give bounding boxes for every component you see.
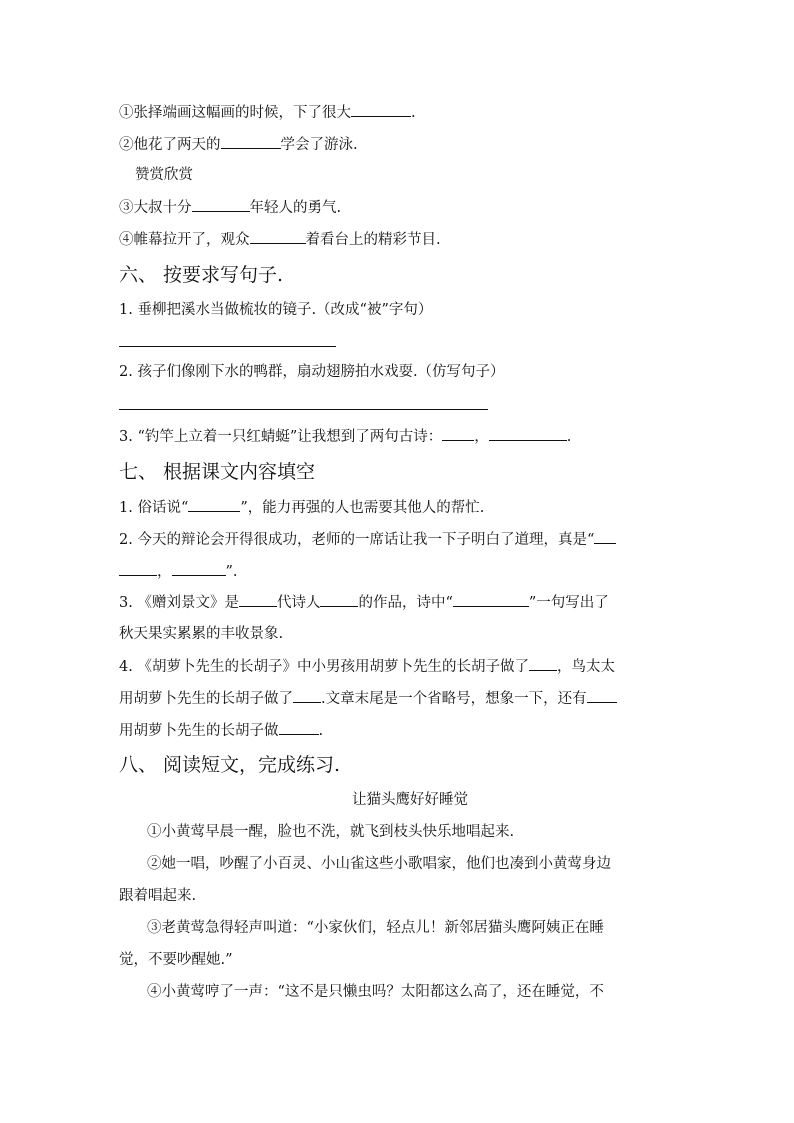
section-6-heading: 六、 按要求写句子. bbox=[119, 264, 284, 286]
section-7-item-3-line-2: 秋天果实累累的丰收景象. bbox=[119, 626, 284, 642]
answer-blank[interactable] bbox=[351, 102, 411, 117]
passage-paragraph-1: ①小黄莺早晨一醒，脸也不洗，就飞到枝头快乐地唱起来. bbox=[147, 824, 515, 840]
section-7-item-2-line-2: ， ”. bbox=[119, 561, 238, 582]
answer-blank[interactable] bbox=[192, 197, 250, 212]
passage-paragraph-3: ③老黄莺急得轻声叫道：“小家伙们，轻点儿！新邻居猫头鹰阿姨正在睡 bbox=[147, 920, 604, 936]
answer-blank[interactable] bbox=[279, 720, 319, 735]
answer-blank[interactable] bbox=[587, 688, 617, 703]
section-7-item-4-line-2: 用胡萝卜先生的长胡子做了 .文章末尾是一个省略号，想象一下，还有 bbox=[119, 688, 617, 709]
section-7-heading: 七、 根据课文内容填空 bbox=[119, 461, 316, 483]
section-6-item-2: 2. 孩子们像刚下水的鸭群，扇动翅膀拍水戏耍.（仿写句子） bbox=[119, 364, 505, 380]
answer-blank[interactable] bbox=[293, 688, 321, 703]
answer-blank[interactable] bbox=[442, 426, 474, 441]
answer-blank[interactable] bbox=[221, 134, 281, 149]
question-2: ②他花了两天的 学会了游泳. bbox=[119, 134, 358, 155]
question-3: ③大叔十分 年轻人的勇气. bbox=[119, 197, 341, 218]
question-4: ④帷幕拉开了，观众 着看台上的精彩节目. bbox=[119, 229, 441, 250]
answer-blank[interactable] bbox=[250, 229, 306, 244]
answer-blank[interactable] bbox=[188, 497, 240, 512]
answer-blank[interactable] bbox=[489, 426, 567, 441]
passage-paragraph-3-cont: 觉，不要吵醒她.” bbox=[119, 952, 233, 968]
answer-blank[interactable] bbox=[594, 529, 616, 544]
section-7-item-1: 1. 俗话说“ ”，能力再强的人也需要其他人的帮忙. bbox=[119, 497, 484, 518]
section-6-item-3: 3. “钓竿上立着一只红蜻蜓”让我想到了两句古诗： ， . bbox=[119, 426, 571, 447]
question-1: ①张择端画这幅画的时候，下了很大 . bbox=[119, 102, 416, 123]
passage-title: 让猫头鹰好好睡觉 bbox=[352, 792, 468, 808]
answer-line[interactable] bbox=[119, 346, 336, 347]
passage-paragraph-2: ②她一唱，吵醒了小百灵、小山雀这些小歌唱家，他们也凑到小黄莺身边 bbox=[147, 856, 611, 872]
section-7-item-2-line-1: 2. 今天的辩论会开得很成功，老师的一席话让我一下子明白了道理，真是“ bbox=[119, 529, 616, 550]
section-7-item-4-line-3: 用胡萝卜先生的长胡子做 . bbox=[119, 720, 323, 741]
answer-blank[interactable] bbox=[119, 561, 157, 576]
answer-blank[interactable] bbox=[239, 592, 277, 607]
answer-blank[interactable] bbox=[172, 561, 226, 576]
passage-paragraph-4: ④小黄莺哼了一声：“这不是只懒虫吗？太阳都这么高了，还在睡觉，不 bbox=[147, 984, 604, 1000]
section-7-item-4-line-1: 4. 《胡萝卜先生的长胡子》中小男孩用胡萝卜先生的长胡子做了 ，鸟太太 bbox=[119, 656, 615, 677]
answer-blank[interactable] bbox=[453, 592, 529, 607]
section-6-item-1: 1. 垂柳把溪水当做梳妆的镜子.（改成“被”字句） bbox=[119, 302, 433, 318]
passage-paragraph-2-cont: 跟着唱起来. bbox=[119, 888, 197, 904]
section-7-item-3-line-1: 3. 《赠刘景文》是 代诗人 的作品，诗中“ ”一句写出了 bbox=[119, 592, 609, 613]
answer-line[interactable] bbox=[119, 409, 488, 410]
answer-blank[interactable] bbox=[529, 656, 557, 671]
section-8-heading: 八、 阅读短文，完成练习. bbox=[119, 754, 341, 776]
word-bank: 赞赏欣赏 bbox=[135, 167, 193, 183]
answer-blank[interactable] bbox=[320, 592, 358, 607]
